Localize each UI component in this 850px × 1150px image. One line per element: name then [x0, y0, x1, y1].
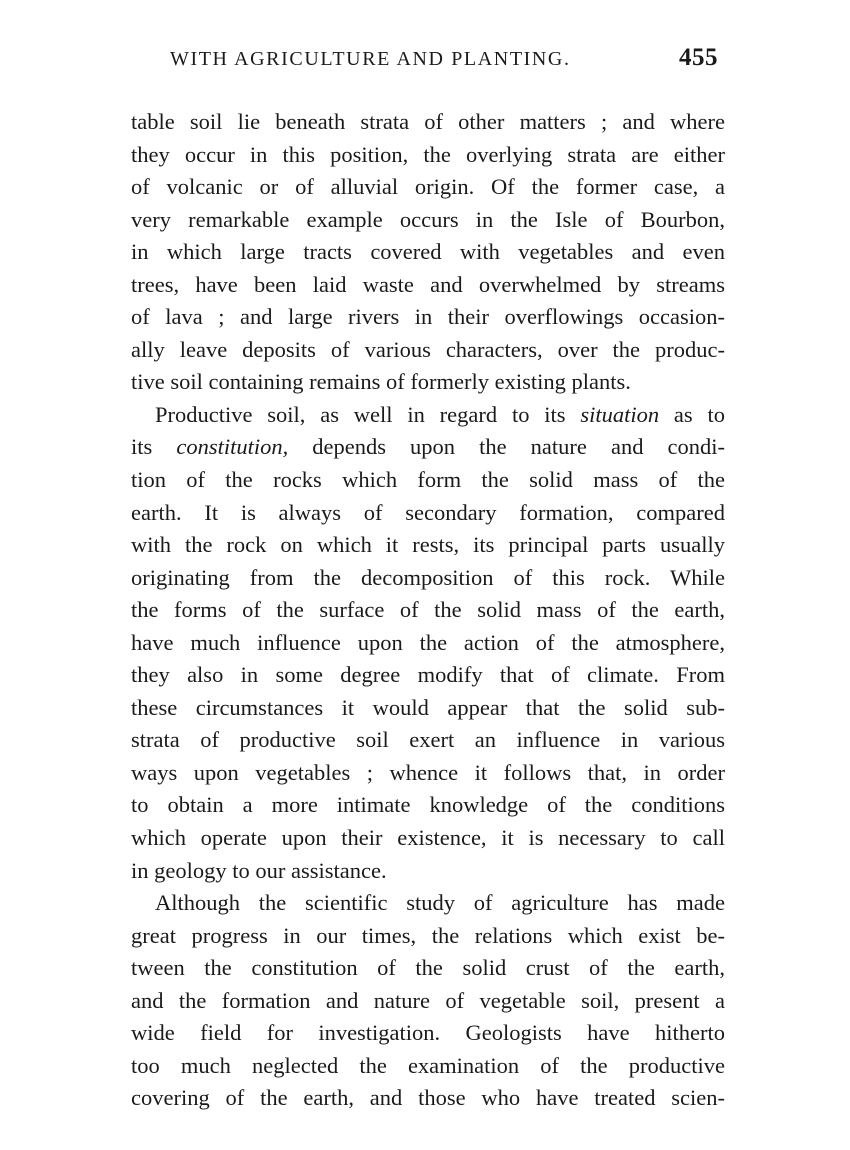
page-number: 455: [679, 44, 718, 71]
text-line: table soil lie beneath strata of other matters ; and where: [131, 109, 725, 134]
text-line: ways upon vegetables ; whence it follows that, in order: [131, 759, 725, 785]
text-line: they occur in this position, the overlying strata are either: [131, 141, 725, 167]
paragraph-3: [131, 887, 725, 1115]
text-line: tween the constitution of the solid crust of the earth,: [131, 955, 725, 981]
text-line: and the formation and nature of vegetable soil, present a: [131, 987, 725, 1013]
text-line: ally leave deposits of various characters, over the produc-: [131, 336, 725, 362]
text-line: [131, 431, 725, 464]
text-line: originating from the decomposition of this rock. While: [131, 564, 725, 590]
text-run: its: [131, 434, 177, 460]
text-line: great progress in our times, the relations which exist be-: [131, 922, 725, 948]
text-line: trees, have been laid waste and overwhelmed by streams: [131, 271, 725, 297]
text-line: which operate upon their existence, it is necessary to call: [131, 825, 725, 851]
text-line: tive soil containing remains of formerly existing plants.: [131, 369, 631, 395]
text-line: to obtain a more intimate knowledge of the conditions: [131, 792, 725, 818]
paragraph-1: [131, 106, 725, 399]
text-line: [131, 399, 725, 432]
text-run: depends upon the nature and condi-: [288, 434, 725, 460]
italic-term-constitution: constitution,: [176, 434, 289, 460]
text-line: strata of productive soil exert an influence in various: [131, 727, 725, 753]
text-line: in which large tracts covered with vegetables and even: [131, 239, 725, 265]
text-line: of lava ; and large rivers in their overflowings occasion-: [131, 304, 725, 330]
text-line: very remarkable example occurs in the Isle of Bourbon,: [131, 206, 725, 232]
text-line: with the rock on which it rests, its principal parts usually: [131, 532, 725, 558]
text-line: have much influence upon the action of the atmosphere,: [131, 629, 725, 655]
text-line: Although the scientific study of agriculture has made: [155, 890, 725, 916]
text-line: the forms of the surface of the solid mass of the earth,: [131, 597, 725, 623]
text-line: in geology to our assistance.: [131, 857, 387, 883]
text-run: Productive soil, as well in regard to its: [155, 401, 581, 427]
text-line: earth. It is always of secondary formation, compared: [131, 499, 725, 525]
running-title: WITH AGRICULTURE AND PLANTING.: [170, 48, 571, 70]
text-run: as to: [659, 401, 725, 427]
text-line: of volcanic or of alluvial origin. Of the former case, a: [131, 174, 725, 200]
text-line: too much neglected the examination of the productive: [131, 1052, 725, 1078]
running-head: [170, 44, 718, 78]
text-line: tion of the rocks which form the solid mass of the: [131, 467, 725, 493]
text-line: they also in some degree modify that of climate. From: [131, 662, 725, 688]
text-line: these circumstances it would appear that the solid sub-: [131, 694, 725, 720]
italic-term-situation: situation: [580, 401, 660, 427]
text-line: covering of the earth, and those who have treated scien-: [131, 1085, 725, 1111]
text-line: wide field for investigation. Geologists have hitherto: [131, 1020, 725, 1046]
paragraph-2: [131, 399, 725, 887]
body-text: [131, 106, 725, 1115]
